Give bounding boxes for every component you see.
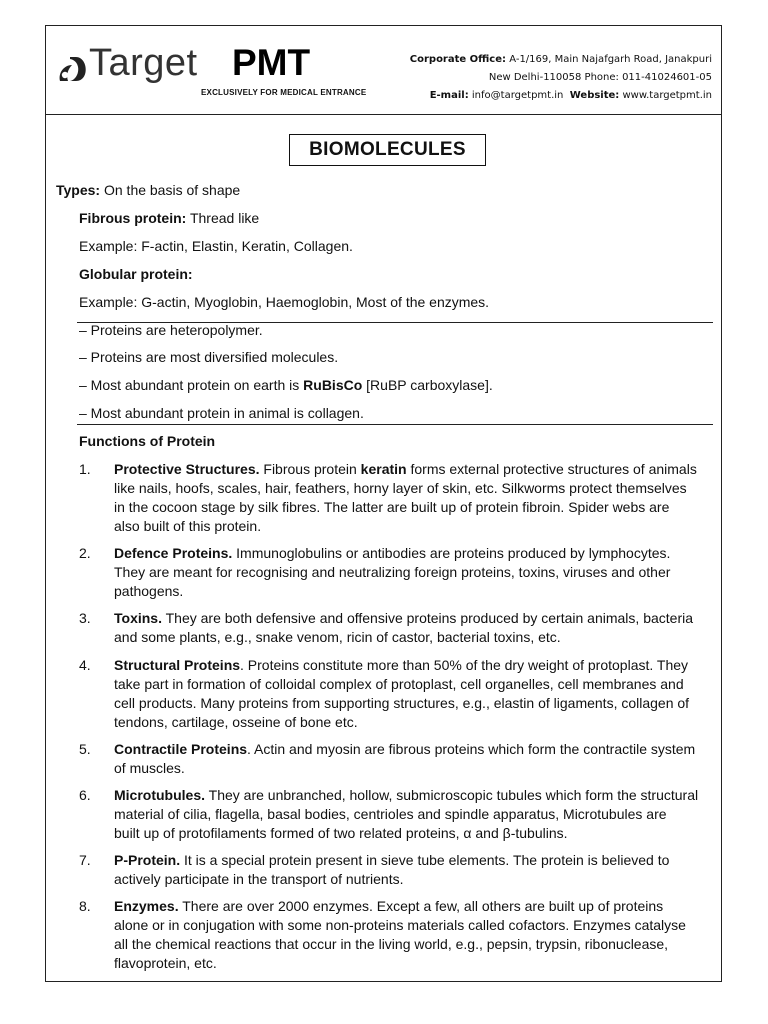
item-number: 8.: [79, 898, 91, 914]
item-text: It is a special protein present in sieve tube elements. The protein is believed to: [180, 852, 670, 868]
office-value: A-1/169, Main Najafgarh Road, Janakpuri: [509, 54, 712, 65]
item-line: [114, 656, 714, 675]
types-line: [56, 181, 240, 200]
item-number: 5.: [79, 741, 91, 757]
item-title: P-Protein.: [114, 852, 181, 868]
email-value: info@targetpmt.in: [471, 90, 564, 101]
item-line: actively participate in the transport of nutrients.: [114, 871, 404, 887]
item-keyword: keratin: [360, 461, 407, 477]
item-line: cell products. Many proteins from supporting structures, e.g., elastin of ligaments, collagen of: [114, 695, 690, 711]
item-line: all the chemical reactions that occur in the living world, e.g., pepsin, trypsin, ribonuclease,: [114, 936, 669, 952]
item-line: They are meant for recognising and neutralizing foreign proteins, toxins, viruses and other: [114, 564, 671, 580]
logo-pmt-text: PMT: [232, 42, 311, 83]
logo-tagline: EXCLUSIVELY FOR MEDICAL ENTRANCE: [201, 88, 367, 97]
item-body: [114, 609, 714, 647]
item-text: Fibrous protein: [259, 461, 361, 477]
item-text: Immunoglobulins or antibodies are proteins produced by lymphocytes.: [232, 545, 671, 561]
globular-example: Example: G-actin, Myoglobin, Haemoglobin, Most of the enzymes.: [79, 294, 490, 310]
item-line: [114, 609, 714, 628]
item-title: Microtubules.: [114, 787, 206, 803]
item-line: and some plants, e.g., snake venom, ricin of castor, bacterial toxins, etc.: [114, 629, 561, 645]
item-line: tendons, cartilage, osseine of bone etc.: [114, 714, 358, 730]
item-number: 6.: [79, 787, 91, 803]
fibrous-example: Example: F-actin, Elastin, Keratin, Collagen.: [79, 238, 353, 254]
item-line: flavoprotein, etc.: [114, 955, 217, 971]
globular-label: Globular protein:: [79, 266, 193, 282]
item-line: take part in formation of colloidal complex of protoplast, cell organelles, cell membranes and: [114, 676, 684, 692]
office-label: Corporate Office:: [409, 54, 507, 65]
fact-rubisco: [79, 376, 493, 395]
contact-block: [410, 51, 712, 105]
item-title: Toxins.: [114, 610, 162, 626]
item-text: They are both defensive and offensive proteins produced by certain animals, bacteria: [161, 610, 693, 626]
fact-diversified: – Proteins are most diversified molecules.: [79, 349, 339, 365]
types-label: Types:: [56, 182, 101, 198]
fibrous-label: Fibrous protein:: [79, 210, 187, 226]
item-number: 2.: [79, 545, 91, 561]
email-label: E-mail:: [429, 90, 469, 101]
item-line: [114, 897, 714, 916]
item-text: forms external protective structures of animals: [406, 461, 697, 477]
fact-heteropolymer: – Proteins are heteropolymer.: [79, 322, 263, 338]
fact-collagen: – Most abundant protein in animal is collagen.: [79, 405, 364, 421]
item-line: in the cocoon stage by silk fibres. The latter are built up of protein fibroin. Spider webs are: [114, 499, 670, 515]
item-title: Defence Proteins.: [114, 545, 233, 561]
item-body: [114, 544, 714, 601]
item-text: . Proteins constitute more than 50% of the dry weight of protoplast. They: [240, 657, 689, 673]
item-text: . Actin and myosin are fibrous proteins which form the contractile system: [247, 741, 696, 757]
item-body: [114, 897, 714, 973]
item-title: Enzymes.: [114, 898, 179, 914]
item-line: alone or in conjugation with some non-proteins materials called cofactors. Enzymes catalyse: [114, 917, 686, 933]
fact-rubisco-pre: – Most abundant protein on earth is: [79, 377, 304, 393]
email-website-line: [410, 87, 712, 105]
page-header: [46, 26, 721, 115]
item-title: Contractile Proteins: [114, 741, 248, 757]
item-body: [114, 460, 714, 536]
item-line: built up of protofilaments formed of two related proteins, α and β-tubulins.: [114, 825, 568, 841]
functions-heading: Functions of Protein: [79, 433, 216, 449]
item-line: [114, 851, 714, 870]
item-body: [114, 851, 714, 889]
item-text: They are unbranched, hollow, submicroscopic tubules which form the structural: [205, 787, 699, 803]
item-body: [114, 786, 714, 843]
fact-rubisco-bold: RuBisCo: [303, 377, 363, 393]
item-line: pathogens.: [114, 583, 184, 599]
item-line: of muscles.: [114, 760, 185, 776]
types-text: On the basis of shape: [100, 182, 241, 198]
item-text: There are over 2000 enzymes. Except a few, all others are built up of proteins: [178, 898, 664, 914]
item-title: Protective Structures.: [114, 461, 260, 477]
logo-target-text: Target: [89, 42, 198, 84]
item-line: [114, 460, 714, 479]
item-line: also built of this protein.: [114, 518, 262, 534]
item-line: like nails, hoofs, scales, hair, feathers, horny layer of skin, etc. Silkworms protect themselves: [114, 480, 687, 496]
fibrous-line: [79, 209, 259, 228]
item-number: 1.: [79, 461, 91, 477]
item-body: [114, 656, 714, 732]
item-body: [114, 740, 714, 778]
office-line-2: New Delhi-110058 Phone: 011-41024601-05: [488, 72, 712, 83]
item-title: Structural Proteins: [114, 657, 241, 673]
fact-rubisco-post: [RuBP carboxylase].: [362, 377, 493, 393]
item-number: 7.: [79, 852, 91, 868]
item-line: [114, 544, 714, 563]
item-line: [114, 786, 714, 805]
website-label: Website:: [569, 90, 620, 101]
fibrous-text: Thread like: [186, 210, 260, 226]
divider-bottom: [77, 424, 713, 425]
office-line: [410, 51, 712, 69]
logo-mark-icon: [56, 53, 90, 85]
item-line: [114, 740, 714, 759]
item-line: material of cilia, flagella, basal bodies, centrioles and spindle apparatus, Microtubules are: [114, 806, 667, 822]
page-frame: [45, 25, 722, 982]
targetpmt-logo: [56, 42, 367, 103]
item-number: 3.: [79, 610, 91, 626]
item-number: 4.: [79, 657, 91, 673]
website-value: www.targetpmt.in: [622, 90, 712, 101]
page-title: BIOMOLECULES: [289, 134, 486, 166]
